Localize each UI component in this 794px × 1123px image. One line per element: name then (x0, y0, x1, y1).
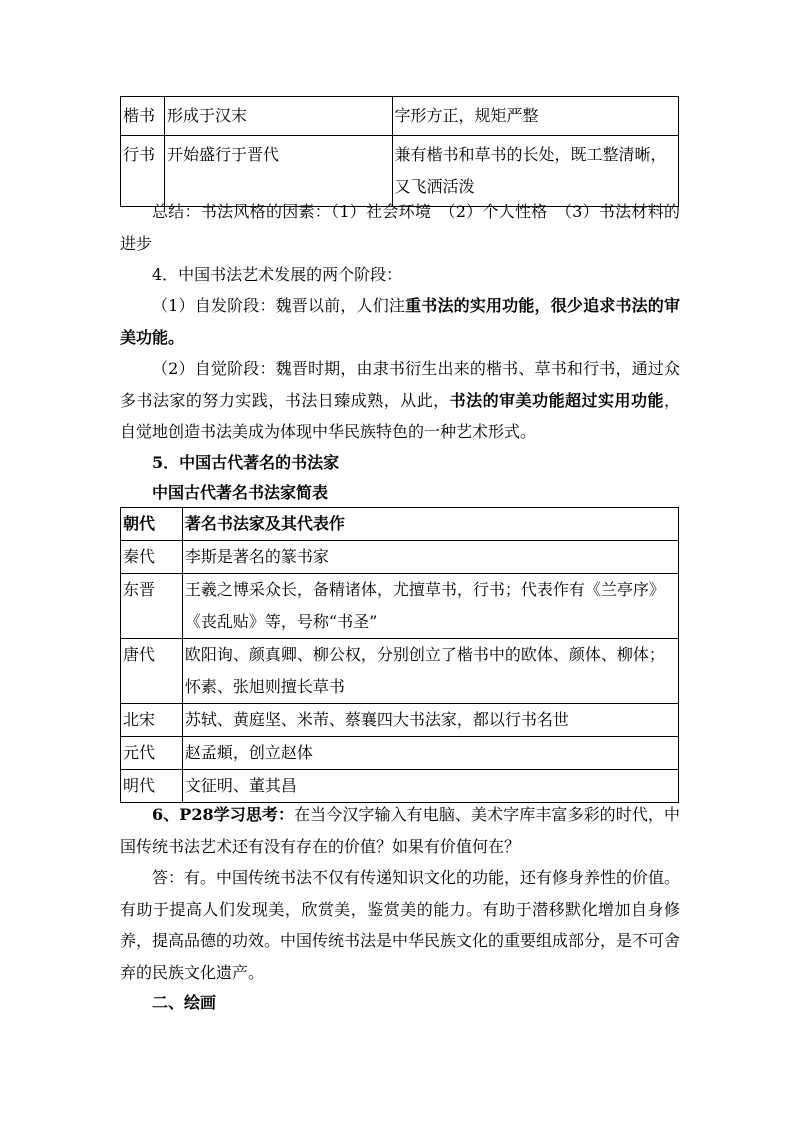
table-row (121, 97, 679, 136)
table-row (121, 639, 679, 704)
answer-paragraph: 答：有。中国传统书法不仅有传递知识文化的功能，还有修身养性的价值。有助于提高人们发现美，欣赏美，鉴赏美的能力。有助于潜移默化增加自身修养，提高品德的功效。中国传统书法是中华民族文化的重要组成部分，是不可舍弃的民族文化遗产。 (120, 868, 681, 982)
table-row (121, 737, 679, 770)
works-cell: 李斯是著名的篆书家 (182, 541, 678, 574)
stage2-text-end: ，自觉地创造书法美成为体现中华民族特色的一种艺术形式。 (120, 390, 680, 441)
stage2-emphasis: 书法的审美功能超过实用功能 (449, 390, 664, 410)
style-feature-cell: 字形方正，规矩严整 (392, 97, 679, 136)
section-painting-heading: 二、绘画 (152, 993, 217, 1012)
calligraphy-style-table (120, 96, 679, 207)
stage2-text: （2）自觉阶段：魏晋时期，由隶书衍生出来的楷书、草书和行书，通过众多书法家的努力实践，书法日臻成熟，从此， (120, 359, 680, 410)
works-cell: 苏轼、黄庭坚、米芾、蔡襄四大书法家，都以行书名世 (182, 704, 678, 737)
table-row (121, 574, 679, 639)
question-paragraph (120, 799, 680, 862)
dynasty-cell: 北宋 (121, 704, 183, 737)
style-origin-cell: 开始盛行于晋代 (164, 136, 392, 207)
stage1-paragraph (120, 290, 680, 353)
question-label: 6、P28学习思考： (152, 805, 295, 824)
summary-paragraph: 总结：书法风格的因素：（1）社会环境 （2）个人性格 （3）书法材料的进步 (120, 202, 680, 253)
style-origin-cell: 形成于汉末 (164, 97, 392, 136)
table-row (121, 541, 679, 574)
works-cell: 赵孟頫，创立赵体 (182, 737, 678, 770)
table-row (121, 704, 679, 737)
stage1-emphasis: 重书法的实用功能，很少追求书法的审美功能。 (120, 296, 680, 347)
works-cell: 文征明、董其昌 (182, 770, 678, 803)
dynasty-cell: 秦代 (121, 541, 183, 574)
dynasty-cell: 明代 (121, 770, 183, 803)
section4-heading: 4．中国书法艺术发展的两个阶段： (152, 265, 403, 284)
dynasty-header: 朝代 (121, 508, 183, 541)
dynasty-cell: 元代 (121, 737, 183, 770)
works-header: 著名书法家及其代表作 (182, 508, 678, 541)
calligraphers-table-title: 中国古代著名书法家简表 (152, 483, 329, 502)
works-cell: 王羲之博采众长，备精诸体，尤擅草书，行书；代表作有《兰亭序》《丧乱贴》等，号称“书圣” (182, 574, 678, 639)
dynasty-cell: 唐代 (121, 639, 183, 704)
dynasty-cell: 东晋 (121, 574, 183, 639)
calligraphers-table (120, 507, 679, 803)
table-row (121, 770, 679, 803)
section5-heading: 5．中国古代著名的书法家 (152, 453, 340, 472)
table-header-row (121, 508, 679, 541)
question-text: 在当今汉字输入有电脑、美术字库丰富多彩的时代，中国传统书法艺术还有没有存在的价值？如果有价值何在？ (120, 805, 680, 856)
works-cell: 欧阳询、颜真卿、柳公权，分别创立了楷书中的欧体、颜体、柳体；怀素、张旭则擅长草书 (182, 639, 678, 704)
style-name-cell: 行书 (121, 136, 165, 207)
style-name-cell: 楷书 (121, 97, 165, 136)
stage1-text: （1）自发阶段：魏晋以前，人们注 (152, 296, 406, 315)
style-feature-cell: 兼有楷书和草书的长处，既工整清晰，又飞洒活泼 (392, 136, 679, 207)
stage2-paragraph (120, 353, 680, 448)
